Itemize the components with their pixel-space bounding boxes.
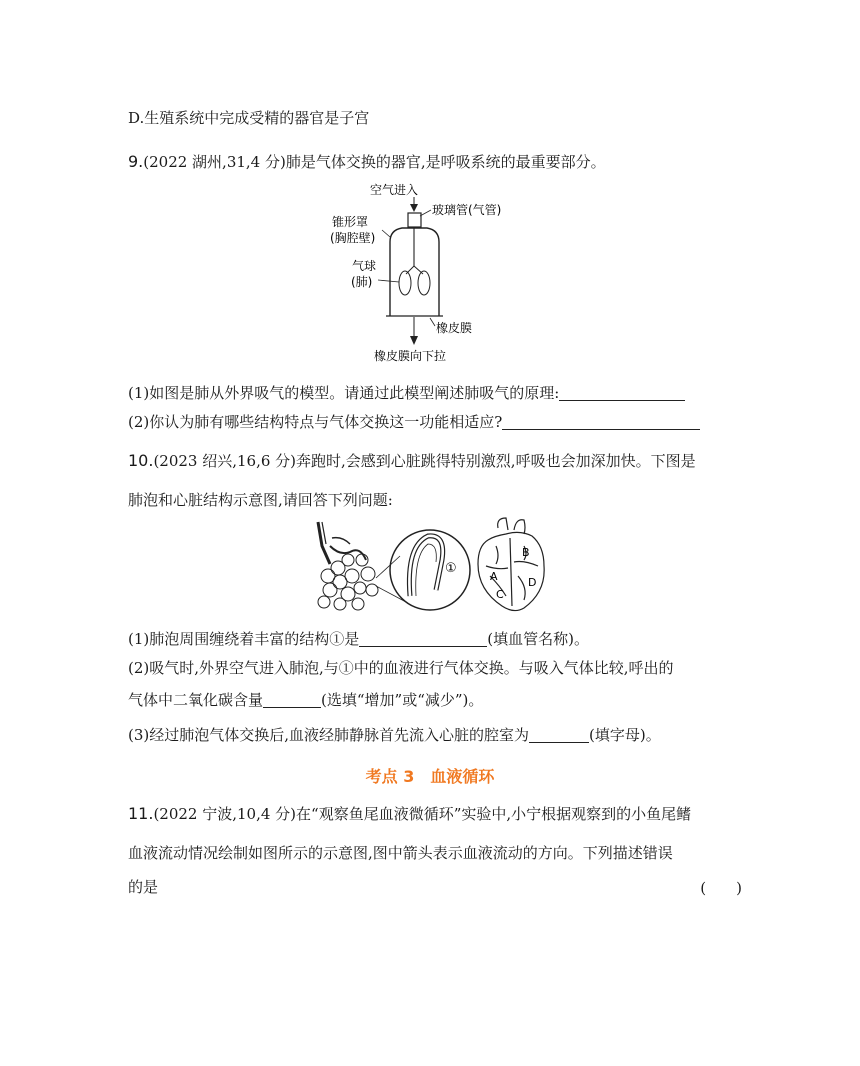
question-number: 11. (128, 804, 154, 823)
label-heart-d: D (528, 576, 537, 589)
question-10-part-3 (128, 725, 661, 745)
part-text: (2)你认为肺有哪些结构特点与气体交换这一功能相适应? (128, 413, 503, 431)
part-text: (1)肺泡周围缠绕着丰富的结构①是 (128, 630, 360, 648)
label-circle-1: ① (445, 561, 457, 576)
question-text: (2023 绍兴,16,6 分)奔跑时,会感到心脏跳得特别激烈,呼吸也会加深加快。下图是 (153, 452, 696, 470)
question-10-stem (128, 451, 696, 471)
label-lung: (肺) (351, 275, 373, 289)
label-pull-down: 橡皮膜向下拉 (374, 349, 447, 363)
question-11-stem (128, 804, 691, 824)
label-glass-tube: 玻璃管(气管) (432, 203, 502, 217)
question-10-part-2: (2)吸气时,外界空气进入肺泡,与①中的血液进行气体交换。与吸入气体比较,呼出的 (128, 659, 674, 677)
question-10-stem-cont: 肺泡和心脏结构示意图,请回答下列问题: (128, 491, 393, 509)
label-balloon: 气球 (352, 259, 377, 273)
question-9-part-2 (128, 412, 700, 432)
question-11-stem-end: 的是 (128, 878, 159, 896)
lung-model-figure (330, 180, 550, 370)
question-9-stem (128, 152, 606, 172)
label-heart-c: C (496, 588, 504, 601)
label-heart-a: A (490, 570, 498, 583)
question-11-stem-cont: 血液流动情况绘制如图所示的示意图,图中箭头表示血液流动的方向。下列描述错误 (128, 844, 673, 862)
alveoli-cluster-drawing (318, 522, 378, 610)
question-number: 9. (128, 152, 144, 171)
answer-parentheses[interactable]: ( ) (700, 879, 742, 897)
question-10-part-2-cont (128, 690, 483, 710)
answer-blank[interactable] (529, 726, 589, 743)
label-bell-jar: 锥形罩 (332, 215, 369, 229)
section-title: 考点 3 血液循环 (365, 767, 495, 786)
option-d: D.生殖系统中完成受精的器官是子宫 (128, 109, 370, 127)
alveolus-magnified-circle (390, 530, 470, 610)
label-membrane: 橡皮膜 (436, 321, 473, 335)
answer-blank[interactable] (559, 384, 685, 401)
answer-blank[interactable] (502, 413, 700, 430)
label-heart-b: B (522, 546, 530, 559)
part-text: (1)如图是肺从外界吸气的模型。请通过此模型阐述肺吸气的原理: (128, 384, 560, 402)
part-text: (3)经过肺泡气体交换后,血液经肺静脉首先流入心脏的腔室为 (128, 726, 530, 744)
question-number: 10. (128, 451, 154, 470)
part-text-suffix: (填字母)。 (589, 726, 661, 744)
part-text-suffix: (填血管名称)。 (487, 630, 589, 648)
alveoli-heart-figure (310, 516, 550, 616)
question-10-part-1 (128, 629, 589, 649)
question-text: (2022 湖州,31,4 分)肺是气体交换的器官,是呼吸系统的最重要部分。 (143, 153, 606, 171)
answer-blank[interactable] (263, 691, 321, 708)
part-text: 气体中二氧化碳含量 (128, 691, 264, 709)
answer-blank[interactable] (359, 630, 487, 647)
label-chest-wall: (胸腔壁) (330, 231, 376, 245)
question-text: (2022 宁波,10,4 分)在“观察鱼尾血液微循环”实验中,小宁根据观察到的小鱼尾鳍 (153, 805, 692, 823)
heart-drawing (478, 518, 544, 611)
question-9-part-1 (128, 383, 685, 403)
part-text-suffix: (选填“增加”或“减少”)。 (321, 691, 484, 709)
label-air-in: 空气进入 (370, 183, 419, 197)
